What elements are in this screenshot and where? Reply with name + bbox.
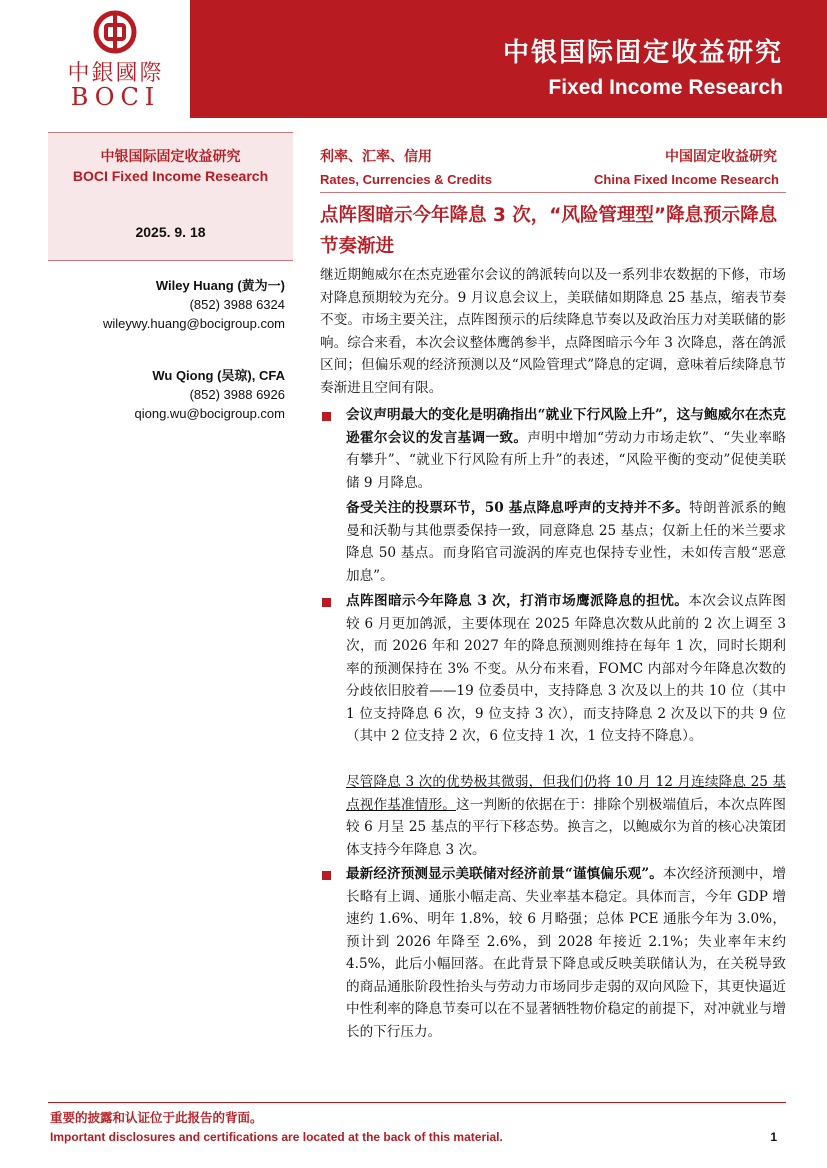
analyst-phone: (852) 3988 6324	[189, 297, 285, 312]
point-sub-text: 这一判断的依据在于：排除个别极端值后，本次点阵图较 6 月呈 25 基点的平行下移态势。换言之，以鲍威尔为首的核心决策团体支持今年降息 3 次。	[346, 796, 787, 858]
report-summary: 继近期鲍威尔在杰克逊霍尔会议的鸽派转向以及一系列非农数据的下修，市场对降息预期较为充分。9 月议息会议上，美联储如期降息 25 基点，缩表节奏不变。市场主要关注，点阵图预示的后续降息节奏以及政治压力对美联储的影响。综合来看，本次会议整体鹰鸽参半，点降图暗示今年 3 次降息，落在鸽派区间；但偏乐观的经济预测以及“风险管理式”降息的定调，意味着后续降息节奏渐进且空间有限。	[320, 267, 786, 396]
point-text: 本次经济预测中，增长略有上调、通胀小幅走高、失业率基本稳定。具体而言，今年 GDP 增速约 1.6%、明年 1.8%，较 6 月略强；总体 PCE 通胀今年为 3.0%，预计到 2026 年降至 2.6%，到 2028 年接近 2.1%；失业率年末约 4.5%，此后小幅回落。在此背景下降息或反映美联储认为，在关税导致的商品通胀阶段性抬头与劳动力市场同步走弱的双向风险下，其更快逼近中性利率的降息节奏可以在不显著牺牲物价稳定的前提下，对冲就业与增长的下行压力。	[346, 866, 787, 1040]
analyst-phone: (852) 3988 6926	[189, 387, 285, 402]
boc-logo-icon	[93, 10, 137, 54]
category-right-cn: 中国固定收益研究	[665, 149, 777, 165]
analyst-email[interactable]: qiong.wu@bocigroup.com	[134, 406, 285, 421]
bullet-icon	[322, 412, 331, 421]
logo	[0, 0, 190, 118]
category-divider	[320, 192, 786, 193]
bullet-icon	[322, 598, 331, 607]
analyst-block	[103, 276, 285, 333]
point-sub-paragraph	[346, 771, 786, 861]
footer-disclosure-cn: 重要的披露和认证位于此报告的背面。	[50, 1110, 263, 1125]
point-text: 声明中增加“劳动力市场走软”、“失业率略有攀升”、“就业下行风险有所上升”的表述，“风险平衡的变动”促使美联储 9 月降息。	[346, 429, 786, 491]
header-title-cn: 中银国际固定收益研究	[502, 38, 783, 68]
point-lead: 最新经济预测显示美联储对经济前景“谨慎偏乐观”。	[346, 866, 663, 882]
point-lead: 会议声明最大的变化是明确指出“就业下行风险上升”，这与鲍威尔在杰克逊霍尔会议的发言基调一致。	[346, 407, 786, 446]
footer-disclosure-en: Important disclosures and certifications are located at the back of this material.	[50, 1130, 503, 1144]
point-sub-text: 特朗普派系的鲍曼和沃勒与其他票委保持一致，同意降息 25 基点；仅新上任的米兰要求降息 50 基点。而身陷官司漩涡的库克也保持专业性，未如传言般“恶意加息”。	[346, 500, 787, 584]
footer-divider	[48, 1102, 786, 1103]
category-left-cn: 利率、汇率、信用	[320, 149, 432, 165]
point-paragraph	[346, 590, 786, 748]
logo-cn-text: 中銀國際	[67, 61, 164, 86]
point-paragraph	[346, 404, 786, 494]
logo-en-text: BOCI	[70, 83, 161, 111]
analyst-name: Wu Qiong (吴琼), CFA	[152, 368, 285, 383]
point-sub-underline: 尽管降息 3 次的优势极其微弱，但我们仍将 10 月 12 月连续降息 25 基点视作基准情形。	[346, 774, 786, 813]
point-text: 本次会议点阵图较 6 月更加鸽派，主要体现在 2025 年降息次数从此前的 2 次上调至 3 次，而 2026 年和 2027 年的降息预测则维持在每年 1 次，同时长期利率的预测保持在 3% 不变。从分布来看，FOMC 内部对今年降息次数的分歧依旧胶着——19 位委员中，支持降息 3 次及以上的共 10 位（其中 1 位支持降息 6 次，9 位支持 3 次），而支持降息 2 次及以下的共 9 位（其中 2 位支持 2 次，6 位支持 1 次，1 位支持不降息）。	[346, 593, 786, 744]
category-right-en: China Fixed Income Research	[594, 172, 779, 187]
report-date: 2025. 9. 18	[135, 224, 206, 240]
bullet-icon	[322, 871, 331, 880]
header-title-en: Fixed Income Research	[548, 76, 783, 99]
point-sub-paragraph	[346, 497, 786, 587]
sidebar-label-cn: 中银国际固定收益研究	[100, 149, 241, 165]
point-lead: 点阵图暗示今年降息 3 次，打消市场鹰派降息的担忧。	[346, 593, 689, 609]
sidebar-label-en: BOCI Fixed Income Research	[72, 168, 269, 184]
point-sub-lead: 备受关注的投票环节，50 基点降息呼声的支持并不多。	[346, 500, 690, 516]
analyst-block	[134, 366, 285, 423]
sidebar-divider	[48, 260, 293, 261]
point-paragraph	[346, 863, 786, 1043]
category-left-en: Rates, Currencies & Credits	[320, 172, 492, 187]
analyst-email[interactable]: wileywy.huang@bocigroup.com	[102, 316, 285, 331]
report-title: 点阵图暗示今年降息 3 次，“风险管理型”降息预示降息节奏渐进	[320, 205, 778, 257]
page-number: 1	[770, 1130, 777, 1144]
analyst-name: Wiley Huang (黄为一)	[155, 278, 285, 293]
